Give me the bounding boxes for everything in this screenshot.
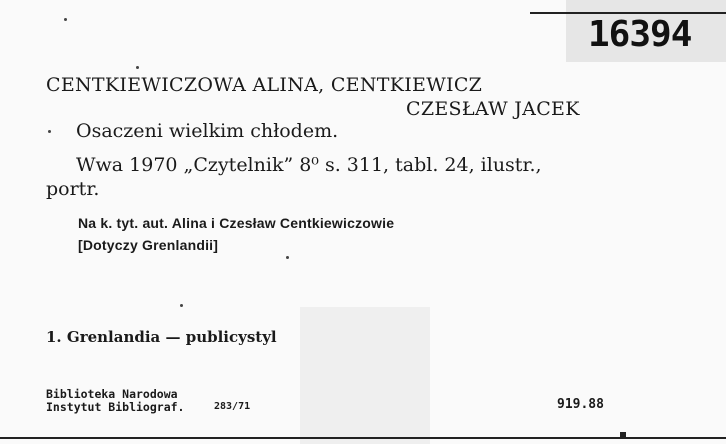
institute-name: Instytut Bibliograf. — [46, 400, 185, 414]
classification-number: 919.88 — [557, 397, 604, 412]
speck — [180, 304, 183, 307]
book-title: Osaczeni wielkim chłodem. — [76, 120, 339, 142]
speck — [286, 256, 289, 259]
speck — [64, 18, 67, 21]
reference-number: 283/71 — [214, 401, 251, 412]
speck — [48, 130, 51, 133]
note-line-2: [Dotyczy Grenlandii] — [78, 237, 219, 253]
publication-info-line-2: portr. — [46, 178, 100, 200]
publication-info-line-1: Wwa 1970 „Czytelnik” 8⁰ s. 311, tabl. 24, ilustr., — [76, 154, 542, 176]
authors-line-1: CENTKIEWICZOWA ALINA, CENTKIEWICZ — [46, 74, 483, 96]
authors-line-2: CZESŁAW JACEK — [406, 98, 580, 120]
bottom-rule — [0, 437, 726, 439]
faded-area — [300, 307, 430, 444]
bottom-mark — [620, 432, 626, 438]
card-number: 16394 — [588, 14, 692, 55]
library-name: Biblioteka Narodowa — [46, 387, 178, 401]
speck — [136, 66, 139, 69]
subject-heading: 1. Grenlandia — publicystyl — [46, 328, 277, 346]
note-line-1: Na k. tyt. aut. Alina i Czesław Centkiewiczowie — [78, 215, 395, 231]
